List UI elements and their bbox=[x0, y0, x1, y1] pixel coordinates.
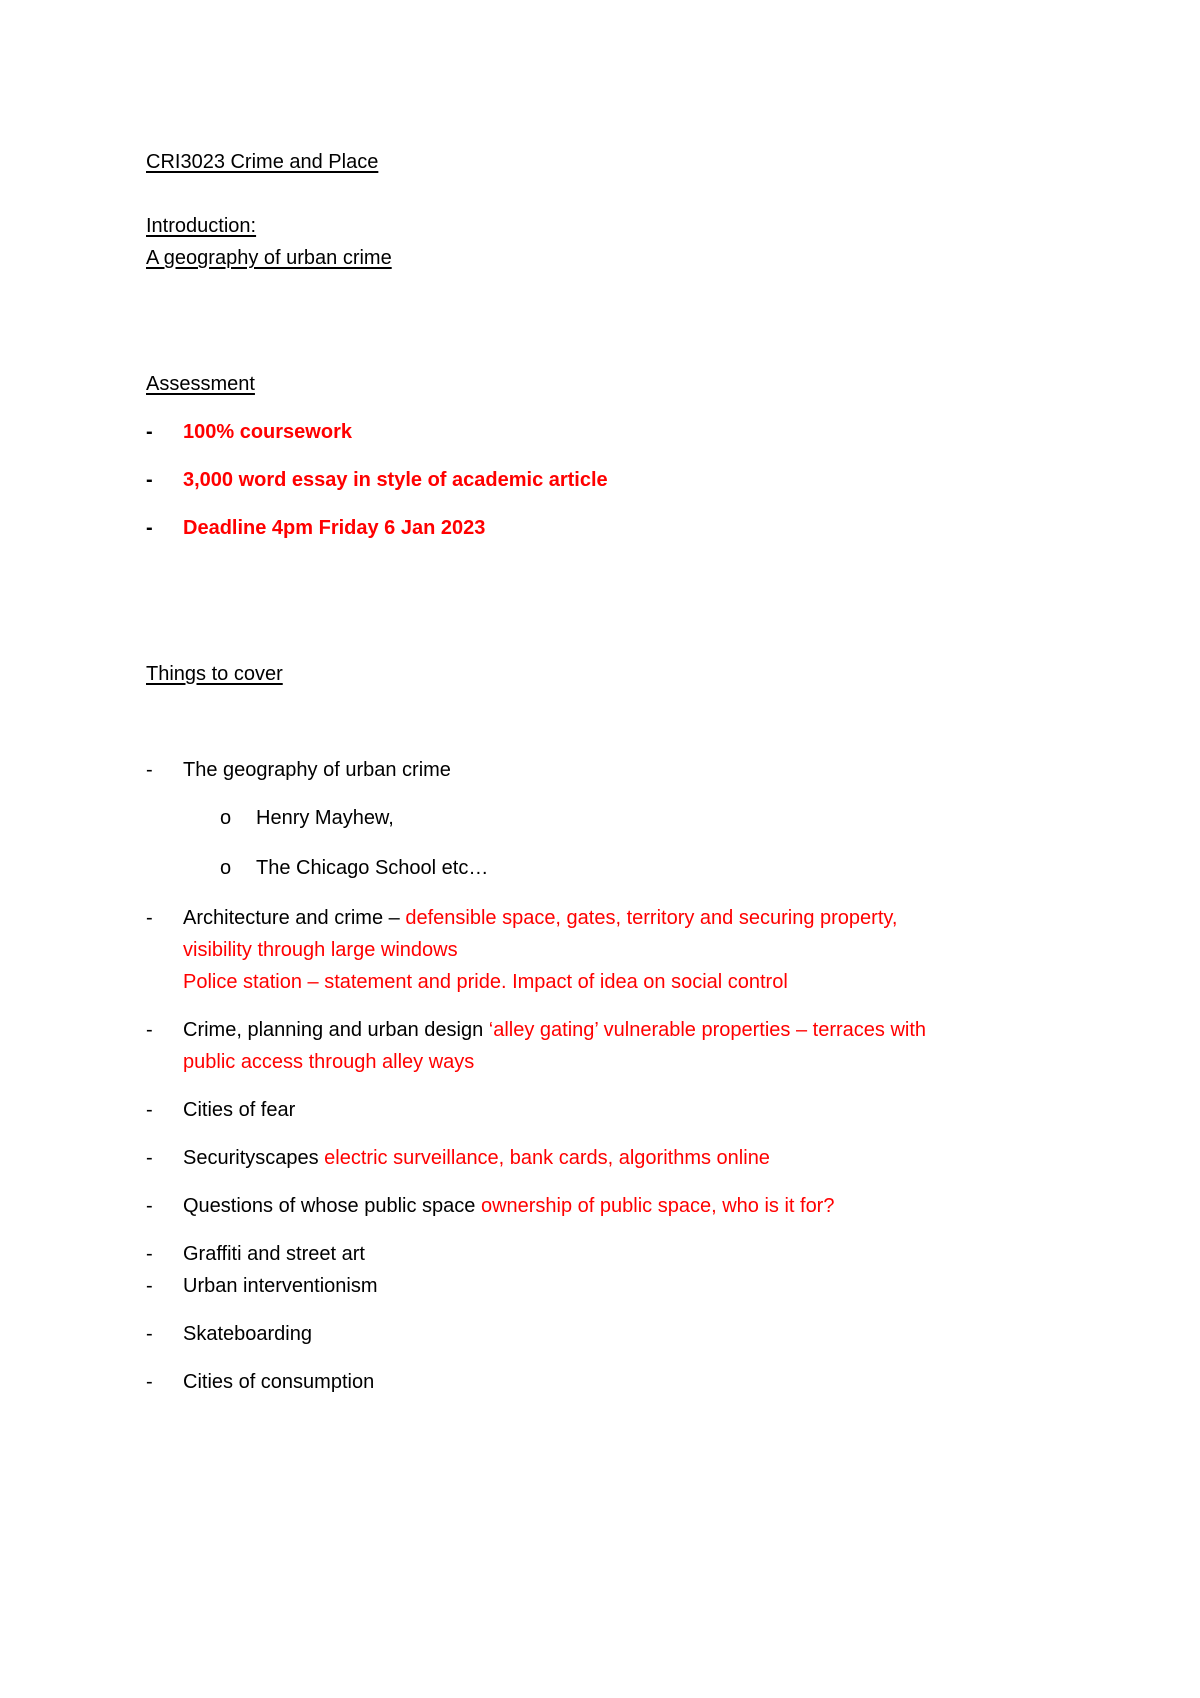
list-item bbox=[183, 1014, 926, 1046]
intro-subtitle: A geography of urban crime bbox=[146, 247, 392, 269]
list-item: Urban interventionism bbox=[183, 1275, 378, 1297]
assessment-heading: Assessment bbox=[146, 373, 255, 395]
list-item-note: Police station – statement and pride. Impact of idea on social control bbox=[183, 971, 788, 993]
list-item-note: electric surveillance, bank cards, algorithms online bbox=[324, 1147, 770, 1169]
list-item bbox=[183, 902, 897, 934]
list-item: Cities of fear bbox=[183, 1099, 296, 1121]
dash-bullet: - bbox=[146, 421, 153, 443]
list-item: Skateboarding bbox=[183, 1323, 312, 1345]
assessment-item: 100% coursework bbox=[183, 421, 352, 443]
list-item bbox=[183, 1142, 770, 1174]
intro-label: Introduction: bbox=[146, 215, 257, 237]
dash-bullet: - bbox=[146, 1243, 153, 1265]
list-item-text: Architecture and crime – bbox=[183, 907, 406, 929]
list-item-text: Securityscapes bbox=[183, 1147, 325, 1169]
dash-bullet: - bbox=[146, 907, 153, 929]
sub-bullet: o bbox=[220, 807, 232, 829]
sub-bullet: o bbox=[220, 857, 232, 879]
list-item-note: public access through alley ways bbox=[183, 1051, 475, 1073]
dash-bullet: - bbox=[146, 1099, 153, 1121]
list-item-note: visibility through large windows bbox=[183, 939, 458, 961]
dash-bullet: - bbox=[146, 759, 153, 781]
sub-list-item: The Chicago School etc… bbox=[256, 857, 489, 879]
list-item bbox=[183, 1190, 834, 1222]
list-item-note: defensible space, gates, territory and securing property, bbox=[405, 907, 898, 929]
dash-bullet: - bbox=[146, 1195, 153, 1217]
sub-list-item: Henry Mayhew, bbox=[256, 807, 394, 829]
dash-bullet: - bbox=[146, 469, 153, 491]
list-item: Graffiti and street art bbox=[183, 1243, 365, 1265]
list-item-note: ‘alley gating’ vulnerable properties – terraces with bbox=[488, 1019, 927, 1041]
list-item: The geography of urban crime bbox=[183, 759, 451, 781]
list-item: Cities of consumption bbox=[183, 1371, 375, 1393]
dash-bullet: - bbox=[146, 1147, 153, 1169]
things-heading: Things to cover bbox=[146, 663, 283, 685]
dash-bullet: - bbox=[146, 1371, 153, 1393]
dash-bullet: - bbox=[146, 517, 153, 539]
dash-bullet: - bbox=[146, 1323, 153, 1345]
list-item-text: Crime, planning and urban design bbox=[183, 1019, 489, 1041]
document-title: CRI3023 Crime and Place bbox=[146, 151, 379, 173]
assessment-item: Deadline 4pm Friday 6 Jan 2023 bbox=[183, 517, 486, 539]
dash-bullet: - bbox=[146, 1275, 153, 1297]
dash-bullet: - bbox=[146, 1019, 153, 1041]
assessment-item: 3,000 word essay in style of academic article bbox=[183, 469, 608, 491]
list-item-note: ownership of public space, who is it for? bbox=[480, 1195, 835, 1217]
list-item-text: Questions of whose public space bbox=[183, 1195, 481, 1217]
